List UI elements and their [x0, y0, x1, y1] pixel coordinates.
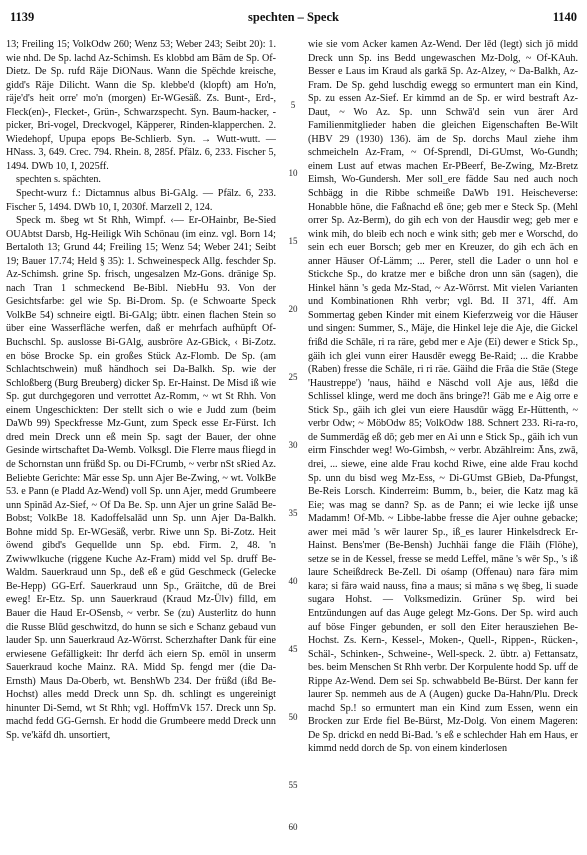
page-number-left: 1139: [10, 10, 35, 24]
left-column: [6, 38, 276, 846]
line-number-gutter: [282, 38, 304, 846]
line-number: 30: [288, 440, 298, 450]
line-number: 55: [288, 780, 298, 790]
line-number: 35: [288, 508, 298, 518]
line-number: 60: [288, 822, 298, 832]
page-number-right: 1140: [552, 10, 577, 24]
line-number: 20: [288, 304, 298, 314]
line-number: 40: [288, 576, 298, 586]
entry-paragraph: Speck m. šbeg wt St Rhh, Wimpf. ‹— Er-OHainbr, Be-Sied OUAbtst Darsb, Hg-Heiligk Wih Schönau (im einz. vgl. Born 14; Bertaloth 13; Grund 44; Freiling 15; Wenz 54; Weber 241; Seibt 19; Bauer 17.74; Held § 35): 1. Schweinespeck Allg. feschder Sp. Az-Schimsh. grine Sp. frisch, ungesalzen Mz-Gons. dränige Sp. nach Tran 1 schmeckend Be-Bibl. NiebHu 93. Von der Gesichtsfarbe: gel wie Sp. Bi-Drom. Sp. (e Schwoarte Speck VolkBe 54) schneire eigtl. Bi-GAlg; übtr. einen flachen Stein so über eine Wasserfläche werfen, daß er mehrfach aufhüpft Of-Buchschl. Sp. auslosse Bi-GAlg, ausbröre Az-GBick, ‹ Bi-Zotz. en böse Brocke Sp. ein großes Stück Az-Flomb. De Sp. (am Schlachtschwein) muß händhoch sei Da-Balkh. Sp. wie der Schloßberg (Burg Breuberg) dicker Sp. Er-Hainst. De Misd iß wie Sp. gut durchgegoren und verrottet Az-Romm, ~ wt St Rhh. Von einem Ungeschickten: Der stellt sich o wie e Judd zum (beim DaWb 99) Speckfresse Mz-Gunt, zum Speck esse Er-Fürst. Ich dred mein Dreck unn eß mein Sp. sagt der Bauer, der ohne Gesinde wirtschaftet Da-Wemb. Volksgl. Die Flerre maus fliegd in de Schornstan unn früßd Sp. ou Di-FCrumb, ~ verbr nSt sRied Az. Beliebte Gerichte: Mär esse Sp. unn Ajer Be-Zwing, ~ wt. VolkBe 53. e Pann (e Pladd Az-Wend) voll Sp. unn Ajer, medd Grumbeere unn Spinād Az-Sief, ~ Of Da Be. Sp. unn Ajer un grine Salād Be-Bobst; VolkBe 18. Kadoffelsalād unn Sp. unn Ajer Da-Balkh. Bohne midd Sp. Er-WGesäß, verbr. Riwe unn Sp. Bi-Zotz. Heit öwend gibd's Gequellde unn Sp. ebd. Firm. 2, 48. 'n Zwiwwlkuche (riggene Kuche Az-Fram) midd vel Sp. druff Be-Waldm. Sauerkraud unn Sp., deß eß e güd Geschmeck (Gelecke Be-Hepp) GG-Erf. Sauerkraud unn Sp., Gräitche, dū de Brei eweg! Er-Etz. Sp. unn Sauerkraud (Kraud Mz-Ülv) filld, em Bauer die Haud Er-OSensb, ~ verbr. Se (zu) Austerlitz do hunn die Russe Blūd geschwitzd, do hunn se sich e Schanz gebaud vun lauder Sp. unn Sauerkraud Az-Wörrst. Scherzhafter Dank für eine erwiesene Gefälligkeit: Ihr derfd äch eiern Sp. emöl in unserm Sauerkraud koche Mainz. RA. Midd Sp. fengd mer (die Da-Ernsth) Maus Da-Oberb, wt. BenshWb 234. Der früßd (ißd Be-Hochst) alles medd Dreck unn Sp. dh. schlingt es ungereinigt hinunter Di-Semd, wt St Rhh; vgl. HoffmVk 157. Dreck unn Sp. machd fedd GG-Gernsh. Er hodd die Grumbeere medd Dreck unn Sp. ve'käfd dh. unsortiert,: [6, 215, 276, 741]
entry-paragraph: spechten s. spächten.: [16, 174, 101, 186]
entry-paragraph: wie sie vom Acker kamen Az-Wend. Der lēd (legt) sich jō midd Dreck unn Sp. ins Bedd ungewaschen Mz-Dolg, ~ Of-KAuh. Besser e Laus im Kraud als garkā Sp. Az-Alzey, ~ Da-Balkh, Az-Fram. De Sp. gehd luschdig ewegg so ermuntert man ein Kind, Sp. zu essen Az-Sief. Er kimmd an de Sp. er wird bestraft Az-Daut, ~ Wo Az. Sp. unn Schwā'd sein vun ärer Ard Familienmitglieder haben die gleichen Eigenschaften Be-Wilt (HBV 29 (1930) 136). äm de Sp. dorchs Maul ziehe ihm schmeicheln Az-Fram, ~ Of-Sprendl, Di-GUmst, Wo-Gundh; einem Lust auf etwas machen Er-PBeerf, Be-Zwing, Mz-Bretz Eimsh, Wo-Gundersh. Mer soll_ere fädde Sau ned auch noch Schbägg in die Ribbe schmeiße DaWb 191. Heischeverse: Honabble höne, die Faßnachd eß öne; geb mer e Steck Sp. (Mehl orrer Sp. Az-Berm), do gih ech von der Hausdir weg; geb mer e wink mih, do bleib ech noch e wink sith; geb mer e Worschd, do sein ech euer Borsch; geb mer en Kreuzer, do gih ech äch en anner Häuser Of-Lämm; ... Perer, stell die Lader o unn hol e Stickche Sp., do kratze mer e bißche dron unn sän (sagen), die Hinkel hänn 's geda Mz-Stad, ~ Az-Wörrst. Mit vielen Varianten und Kombinationen Rhh verbr; vgl. Bd. II 371, 4ff. Am Sommertag geben Kinder mit einem Kieferzweig vor die Häuser und singen: Summer, S., Mäje, die Hinkel leje die Aje, die Gickel frißd die Schāle, ri ra räre, gebd mer e Aje (Ei) dewer e Stick Sp., gäih ich glei vunn eirer Hausdēr ewegg Be-Raid; ... die Krabbe (Raben) fresse die Schāle, ri ri räe. Gäihd die Frāa die Stāe (Stege 'Haustreppe') 'naus, häihd e Näschd voll Aje aus, lēßd die Schlissel klinge, werd me doch āns bringe?! Gäb me e Aig orre e Stick Sp., gäih ich glei vun eiere Hausdūr wägg Er-Hüttenth, ~ verbr Odw; ~ MöbOdw 85; VolkOdw 188. Schnert 233. Ri-ra-ro, de Summerdāg eß dō; geb mer en Ai unn e Stick Sp., gäih ich vun eirm Finschder weg! Wo-Gimbsh, ~ verbr. Abzählreim: Āns, zwā, drei, ... siewe, eine alde Frau kochd Riwe, eine alde Frau kochd Sp. unn du bisd weg Mz-Ess, ~ Di-GUmst GBieb, Da-Pfungst, Be-Reis Lorsch. Kinderreim: Bumm, b., beier, die Katz mag kā Eie; was mag se dann? Sp. as de Pann; ei wie lecke ijß unse Madamm! Of-Mb. ~ Libbe-labbe fresse die Ajer ouhne gebacke; awer mei mād 's wēr laurer Sp., iß_es laurer Hinkelsdreck Er-Hainst. Bens'mer (Be-Bensh) Juchhäi fange die Flāih (Flöhe), setze se in de Kessel, fresse se medd Leffel, māne 's wēr Sp., 's iß laure Scheißdreck Be-Zell. Di ośamp (Offenau) narə färə mim karə; si färə waid nauss, finə a maus; si mānə s wę šbeg, li suəde sugarə Hohst. — Volksmedizin. Grüner Sp. wird bei Entzündungen auf das Auge gelegt Mz-Gons. Der Sp. wird auch auf böse Finger gebunden, er soll den Eiter herausziehen Be-Hochst. Zs. Kern-, Kessel-, Moken-, Quell-, Rippen-, Rücken-, Schäl-, Schinken-, Schweine-, Well-speck. 2. übtr. a) Fettansatz, bes. beim Menschen St Rhh verbr. Der Korpulente hodd Sp. uff de Rippe Az-Wend. Dem sei Sp. schwabbeld Be-Bürst. Der kann fer laurer Sp. nemmeh aus de A (Augen) gucke Da-Hahn/Plu. Dreck machd Sp.! so ermuntert man ein Kind zum Essen, wenn ein Brocken zur Erde fiel Be-Bürst, Mz-Dolg. Von einem Mageren: De Sp. drickd en nedd Bi-Bad. 's eß e schlechder Hah em Haus, er kimmd nedd dorch de Sp. von einem kinderlosen: [308, 39, 578, 755]
line-number: 50: [288, 712, 298, 722]
running-head: spechten – Speck: [248, 10, 339, 24]
right-column: [308, 38, 578, 846]
line-number: 10: [288, 168, 298, 178]
line-number: 5: [290, 100, 296, 110]
line-number: 15: [288, 236, 298, 246]
line-number: 45: [288, 644, 298, 654]
entry-paragraph: Specht-wurz f.: Dictamnus albus Bi-GAlg. — Pfälz. 6, 233. Fischer 5, 1494. DWb 10, I, 2030f. Marzell 2, 124.: [6, 188, 276, 213]
line-number: 25: [288, 372, 298, 382]
entry-paragraph: 13; Freiling 15; VolkOdw 260; Wenz 53; Weber 243; Seibt 20): 1. wie nhd. De Sp. lachd Az-Schimsh. Es klobbd am Bäm de Sp. Of-Dietz. De Sp. rufd Räje DiONaus. Wann die Spëchde kreische, gidd's Räje Dilicht. Wann die Sp. klebbe'd (klopft) am Ho'n, räje'd's heit orre' mo'n (morgen) Er-WGesäß. Zs. Bunt-, Erd-, Fleck(en)-, Flecket-, Grün-, Schwarzspecht. Syn. Baum-hacker, -picker, Bri-vogel, Dreckvogel, Käpperer, Rinden-klapperchen. 2. Wiedehopf, Upupa epops Be-Schlierb. Syn. → Wutt-wutt. — HNass. 3, 649. Crec. 794. Rhein. 8, 285f. Pfälz. 6, 233. Fischer 5, 1494. DWb 10, I, 2025ff.: [6, 39, 276, 172]
page-header: [10, 8, 577, 26]
